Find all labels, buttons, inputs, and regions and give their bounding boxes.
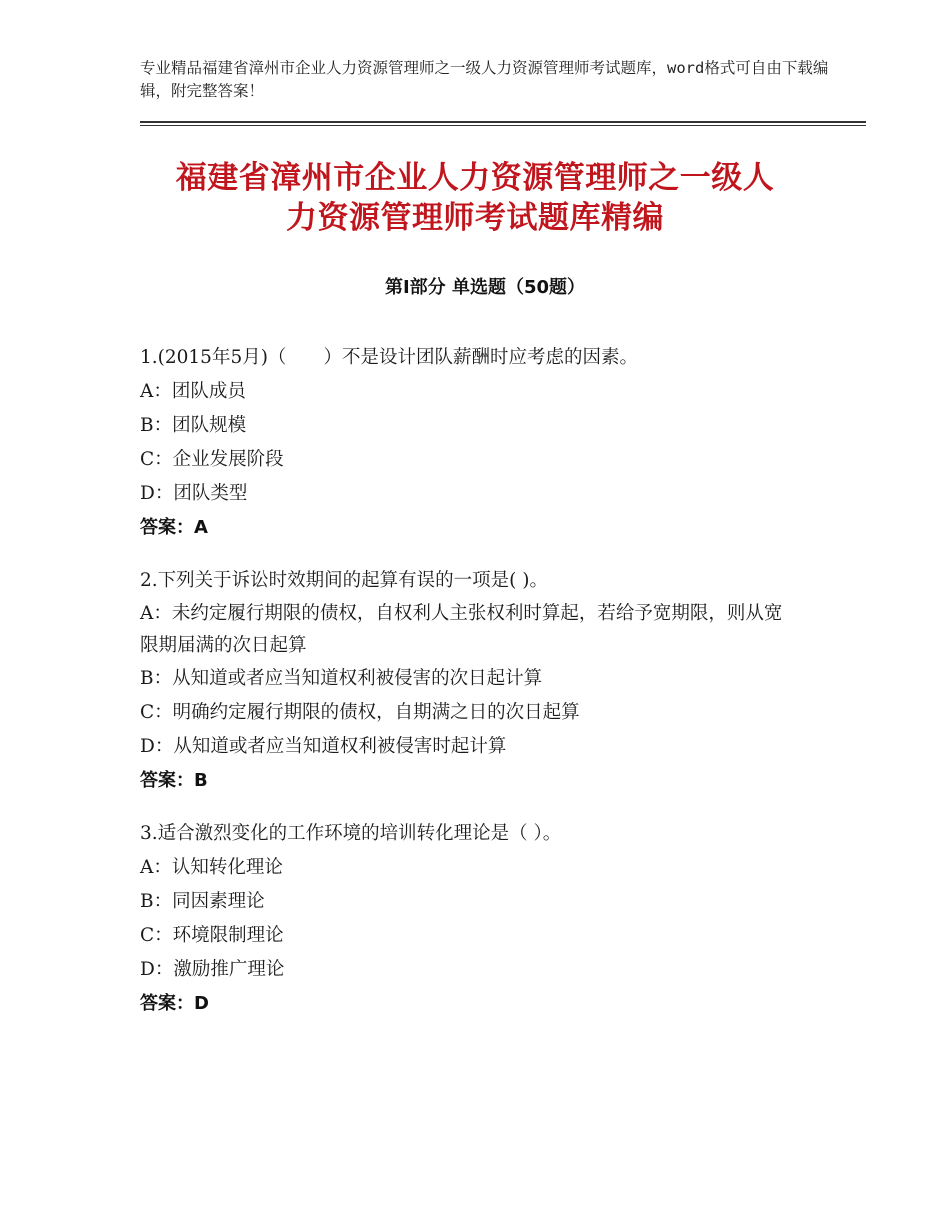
- question-stem: 3.适合激烈变化的工作环境的培训转化理论是（ ）。: [140, 823, 562, 844]
- option-d: D：激励推广理论: [140, 959, 285, 980]
- section-title: 第Ⅰ部分 单选题（50题）: [384, 277, 585, 298]
- answer: 答案：B: [140, 770, 208, 791]
- answer: 答案：D: [140, 993, 209, 1014]
- option-d: D：从知道或者应当知道权利被侵害时起计算: [140, 736, 507, 757]
- question-2: [140, 564, 790, 798]
- header-divider-thin: [140, 125, 866, 126]
- option-b: B：从知道或者应当知道权利被侵害的次日起计算: [140, 668, 543, 689]
- question-stem: 1.(2015年5月)（ ）不是设计团队薪酬时应考虑的因素。: [140, 347, 638, 368]
- option-a: A：未约定履行期限的债权，自权利人主张权利时算起，若给予宽期限，则从宽限期届满的次日起算: [140, 603, 783, 656]
- document-title-line-1: 福建省漳州市企业人力资源管理师之一级人: [175, 160, 775, 196]
- document-title: [130, 158, 820, 238]
- option-a: A：团队成员: [140, 381, 246, 402]
- option-d: D：团队类型: [140, 483, 248, 504]
- option-c: C：明确约定履行期限的债权，自期满之日的次日起算: [140, 702, 580, 723]
- question-stem: 2.下列关于诉讼时效期间的起算有误的一项是( )。: [140, 570, 548, 591]
- option-b: B：同因素理论: [140, 891, 265, 912]
- header-divider-thick: [140, 121, 866, 123]
- answer: 答案：A: [140, 517, 208, 538]
- header-note: 专业精品福建省漳州市企业人力资源管理师之一级人力资源管理师考试题库，word格式可自由下载编辑，附完整答案！: [140, 59, 829, 100]
- option-c: C：企业发展阶段: [140, 449, 284, 470]
- document-title-line-2: 力资源管理师考试题库精编: [286, 200, 664, 236]
- option-c: C：环境限制理论: [140, 925, 284, 946]
- question-list: [140, 341, 790, 1040]
- option-b: B：团队规模: [140, 415, 247, 436]
- question-3: [140, 817, 790, 1021]
- option-a: A：认知转化理论: [140, 857, 283, 878]
- question-1: [140, 341, 790, 545]
